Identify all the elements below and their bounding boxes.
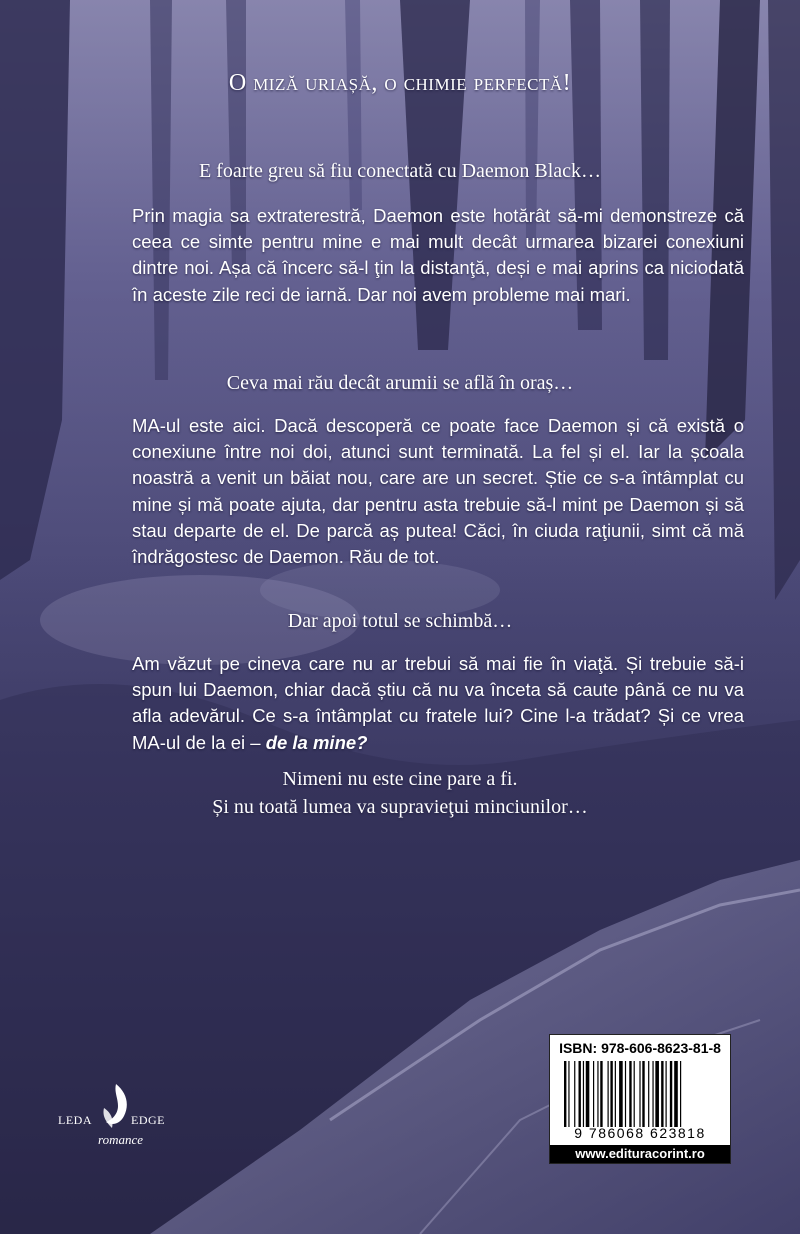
closing-line-1: Nimeni nu este cine pare a fi. [282, 768, 518, 790]
tagline: O miză uriașă, o chimie perfectă! [228, 70, 572, 96]
barcode-graphic [562, 1061, 718, 1127]
publisher-logo [58, 1082, 188, 1162]
logo-edge: EDGE [131, 1113, 165, 1127]
barcode-box [549, 1034, 731, 1164]
logo-leda: LEDA [58, 1113, 92, 1127]
section-3-paragraph [132, 651, 744, 756]
section-3-text: Am văzut pe cineva care nu ar trebui să mai fie în viaţă. Și trebuie să-i spun lui Daemon, chiar dacă știu că nu va înceta să caute până ce nu va afla adevărul. Ce s-a întâmplat cu fratele lui? Cine l-a trădat? Și ce vrea MA-ul de la ei – [132, 653, 744, 753]
barcode-digits: 9 786068 623818 [574, 1125, 706, 1141]
section-3-heading: Dar apoi totul se schimbă… [287, 610, 513, 632]
section-2-paragraph: MA-ul este aici. Dacă descoperă ce poate face Daemon și că există o conexiune între noi doi, atunci sunt terminată. La fel și el. Iar la școala noastră a venit un băiat nou, care are un secret. Știe ce s-a întâmplat cu mine și mă poate ajuta, dar pentru asta trebuie să-l mint pe Daemon și să stau departe de el. De parcă aș putea! Căci, în ciuda raţiunii, simt că mă îndrăgostesc de Daemon. Rău de tot. [132, 415, 744, 568]
publisher-website: www.edituracorint.ro [550, 1145, 730, 1163]
swan-feather-icon [96, 1082, 136, 1132]
section-1-heading: E foarte greu să fiu conectată cu Daemon Black… [198, 160, 602, 182]
closing-line-2: Și nu toată lumea va supravieţui minciunilor… [212, 796, 588, 818]
section-3-emphasis: de la mine? [265, 731, 368, 753]
section-2-heading: Ceva mai rău decât arumii se află în oraș… [226, 372, 574, 394]
isbn-label: ISBN: 978-606-8623-81-8 [559, 1040, 721, 1056]
logo-imprint: romance [98, 1132, 144, 1147]
section-1-paragraph: Prin magia sa extraterestră, Daemon este hotărât să-mi demonstreze că ceea ce simte pentru mine e mai mult decât urmarea bizarei conexiuni dintre noi. Așa că încerc să-l ţin la distanţă, deși e mai aprins ca niciodată în aceste zile reci de iarnă. Dar noi avem probleme mai mari. [132, 205, 744, 305]
